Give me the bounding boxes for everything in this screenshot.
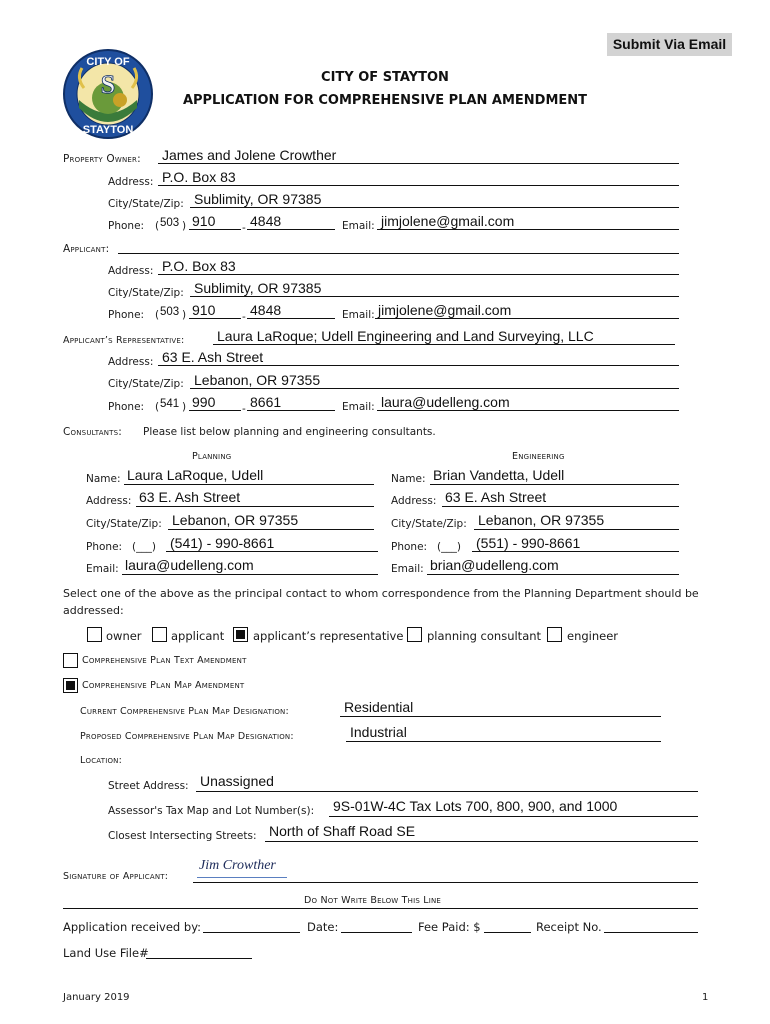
representative-option-label: applicant’s representative: [253, 629, 404, 643]
receipt-label: Receipt No.: [536, 920, 602, 934]
received-by-label: Application received by:: [63, 920, 202, 934]
owner-address-label: Address:: [108, 176, 154, 188]
rep-city-label: City/State/Zip:: [108, 378, 184, 390]
rep-phone-prefix-field[interactable]: 990: [192, 394, 216, 410]
owner-checkbox[interactable]: [87, 627, 102, 642]
land-use-file-label: Land Use File#: [63, 946, 149, 960]
engineering-phone-field[interactable]: (551) - 990-8661: [476, 535, 581, 551]
rep-address-field[interactable]: 63 E. Ash Street: [162, 349, 264, 365]
engineering-address-label: Address:: [391, 495, 437, 507]
do-not-write-heading: Do Not Write Below This Line: [304, 895, 442, 906]
applicant-city-label: City/State/Zip:: [108, 287, 184, 299]
rep-email-label: Email:: [342, 401, 375, 413]
planning-address-label: Address:: [86, 495, 132, 507]
planning-phone-label: Phone:: [86, 541, 123, 553]
engineering-email-field[interactable]: brian@udelleng.com: [430, 557, 559, 573]
engineering-address-field[interactable]: 63 E. Ash Street: [445, 489, 547, 505]
seal-top-text: CITY OF: [86, 56, 130, 68]
rep-address-label: Address:: [108, 356, 154, 368]
representative-name-field[interactable]: Laura LaRoque; Udell Engineering and Land Surveying, LLC: [217, 328, 594, 344]
principal-contact-question: Select one of the above as the principal contact to whom correspondence from the Planning Department should be addressed:: [63, 587, 699, 617]
text-amendment-checkbox[interactable]: [63, 653, 78, 668]
applicant-signature[interactable]: [195, 858, 305, 884]
fee-paid-label: Fee Paid: $: [418, 920, 481, 934]
proposed-designation-field[interactable]: Industrial: [350, 724, 407, 740]
planning-address-field[interactable]: 63 E. Ash Street: [139, 489, 241, 505]
applicant-address-field[interactable]: P.O. Box 83: [162, 258, 236, 274]
page-title: CITY OF STAYTON: [321, 70, 449, 85]
map-amendment-checkbox[interactable]: [63, 678, 78, 693]
owner-city-field[interactable]: Sublimity, OR 97385: [194, 191, 322, 207]
applicant-phone-label: Phone:: [108, 309, 145, 321]
engineer-option-label: engineer: [567, 629, 619, 643]
proposed-designation-label: Proposed Comprehensive Plan Map Designation:: [80, 731, 294, 742]
applicant-phone-area-field[interactable]: 503: [160, 306, 180, 318]
submit-via-email-button[interactable]: Submit Via Email: [607, 33, 732, 56]
engineer-checkbox[interactable]: [547, 627, 562, 642]
engineering-name-field[interactable]: Brian Vandetta, Udell: [433, 467, 565, 483]
applicant-email-field[interactable]: jimjolene@gmail.com: [378, 302, 512, 318]
applicant-address-label: Address:: [108, 265, 154, 277]
rep-phone-area-field[interactable]: 541: [160, 398, 180, 410]
engineering-name-label: Name:: [391, 473, 426, 485]
applicant-checkbox[interactable]: [152, 627, 167, 642]
engineering-city-field[interactable]: Lebanon, OR 97355: [478, 512, 605, 528]
consultants-label: Consultants:: [63, 426, 122, 438]
planning-phone-field[interactable]: (541) - 990-8661: [170, 535, 275, 551]
owner-phone-line-field[interactable]: 4848: [250, 213, 282, 229]
signature-label: Signature of Applicant:: [63, 871, 169, 882]
location-label: Location:: [80, 755, 123, 766]
owner-phone-area-field[interactable]: 503: [160, 217, 180, 229]
owner-city-label: City/State/Zip:: [108, 198, 184, 210]
planning-email-field[interactable]: laura@udelleng.com: [125, 557, 254, 573]
representative-label: Applicant’s Representative:: [63, 335, 185, 346]
intersecting-streets-label: Closest Intersecting Streets:: [108, 830, 257, 842]
rep-phone-label: Phone:: [108, 401, 145, 413]
planning-city-label: City/State/Zip:: [86, 518, 162, 530]
property-owner-label: Property Owner:: [63, 153, 141, 165]
owner-email-field[interactable]: jimjolene@gmail.com: [381, 213, 515, 229]
planning-name-label: Name:: [86, 473, 121, 485]
applicant-option-label: applicant: [171, 629, 225, 643]
planning-consultant-checkbox[interactable]: [407, 627, 422, 642]
signature-text: Jim Crowther: [199, 858, 276, 873]
owner-phone-label: Phone:: [108, 220, 145, 232]
applicant-email-label: Email:: [342, 309, 375, 321]
applicant-phone-line-field[interactable]: 4848: [250, 302, 282, 318]
page-number: 1: [702, 992, 709, 1003]
owner-email-label: Email:: [342, 220, 375, 232]
engineering-city-label: City/State/Zip:: [391, 518, 467, 530]
planning-city-field[interactable]: Lebanon, OR 97355: [172, 512, 299, 528]
rep-email-field[interactable]: laura@udelleng.com: [381, 394, 510, 410]
current-designation-field[interactable]: Residential: [344, 699, 414, 715]
engineering-email-label: Email:: [391, 563, 424, 575]
owner-option-label: owner: [106, 629, 142, 643]
date-label: Date:: [307, 920, 339, 934]
applicant-phone-prefix-field[interactable]: 910: [192, 302, 216, 318]
rep-phone-line-field[interactable]: 8661: [250, 394, 282, 410]
rep-city-field[interactable]: Lebanon, OR 97355: [194, 372, 321, 388]
map-amendment-label: Comprehensive Plan Map Amendment: [82, 680, 245, 691]
text-amendment-label: Comprehensive Plan Text Amendment: [82, 655, 247, 666]
representative-checkbox[interactable]: [233, 627, 248, 642]
street-address-field[interactable]: Unassigned: [200, 773, 274, 789]
owner-address-field[interactable]: P.O. Box 83: [162, 169, 236, 185]
page-subtitle: APPLICATION FOR COMPREHENSIVE PLAN AMENDMENT: [182, 93, 588, 108]
engineering-phone-label: Phone:: [391, 541, 428, 553]
property-owner-name-field[interactable]: James and Jolene Crowther: [162, 147, 337, 163]
planning-heading: Planning: [192, 451, 232, 462]
engineering-heading: Engineering: [512, 451, 565, 462]
intersecting-streets-field[interactable]: North of Shaff Road SE: [269, 823, 416, 839]
consultants-note: Please list below planning and engineering consultants.: [143, 426, 436, 438]
planning-name-field[interactable]: Laura LaRoque, Udell: [127, 467, 264, 483]
street-address-label: Street Address:: [108, 780, 189, 792]
planning-consultant-option-label: planning consultant: [427, 629, 542, 643]
current-designation-label: Current Comprehensive Plan Map Designation:: [80, 706, 289, 717]
seal-bottom-text: STAYTON: [82, 124, 134, 136]
tax-map-label: Assessor's Tax Map and Lot Number(s):: [108, 805, 315, 817]
footer-date: January 2019: [63, 992, 130, 1003]
applicant-city-field[interactable]: Sublimity, OR 97385: [194, 280, 322, 296]
planning-email-label: Email:: [86, 563, 119, 575]
tax-map-field[interactable]: 9S-01W-4C Tax Lots 700, 800, 900, and 1000: [333, 798, 618, 814]
owner-phone-prefix-field[interactable]: 910: [192, 213, 216, 229]
applicant-label: Applicant:: [63, 243, 110, 255]
seal-letter: S: [100, 70, 116, 99]
